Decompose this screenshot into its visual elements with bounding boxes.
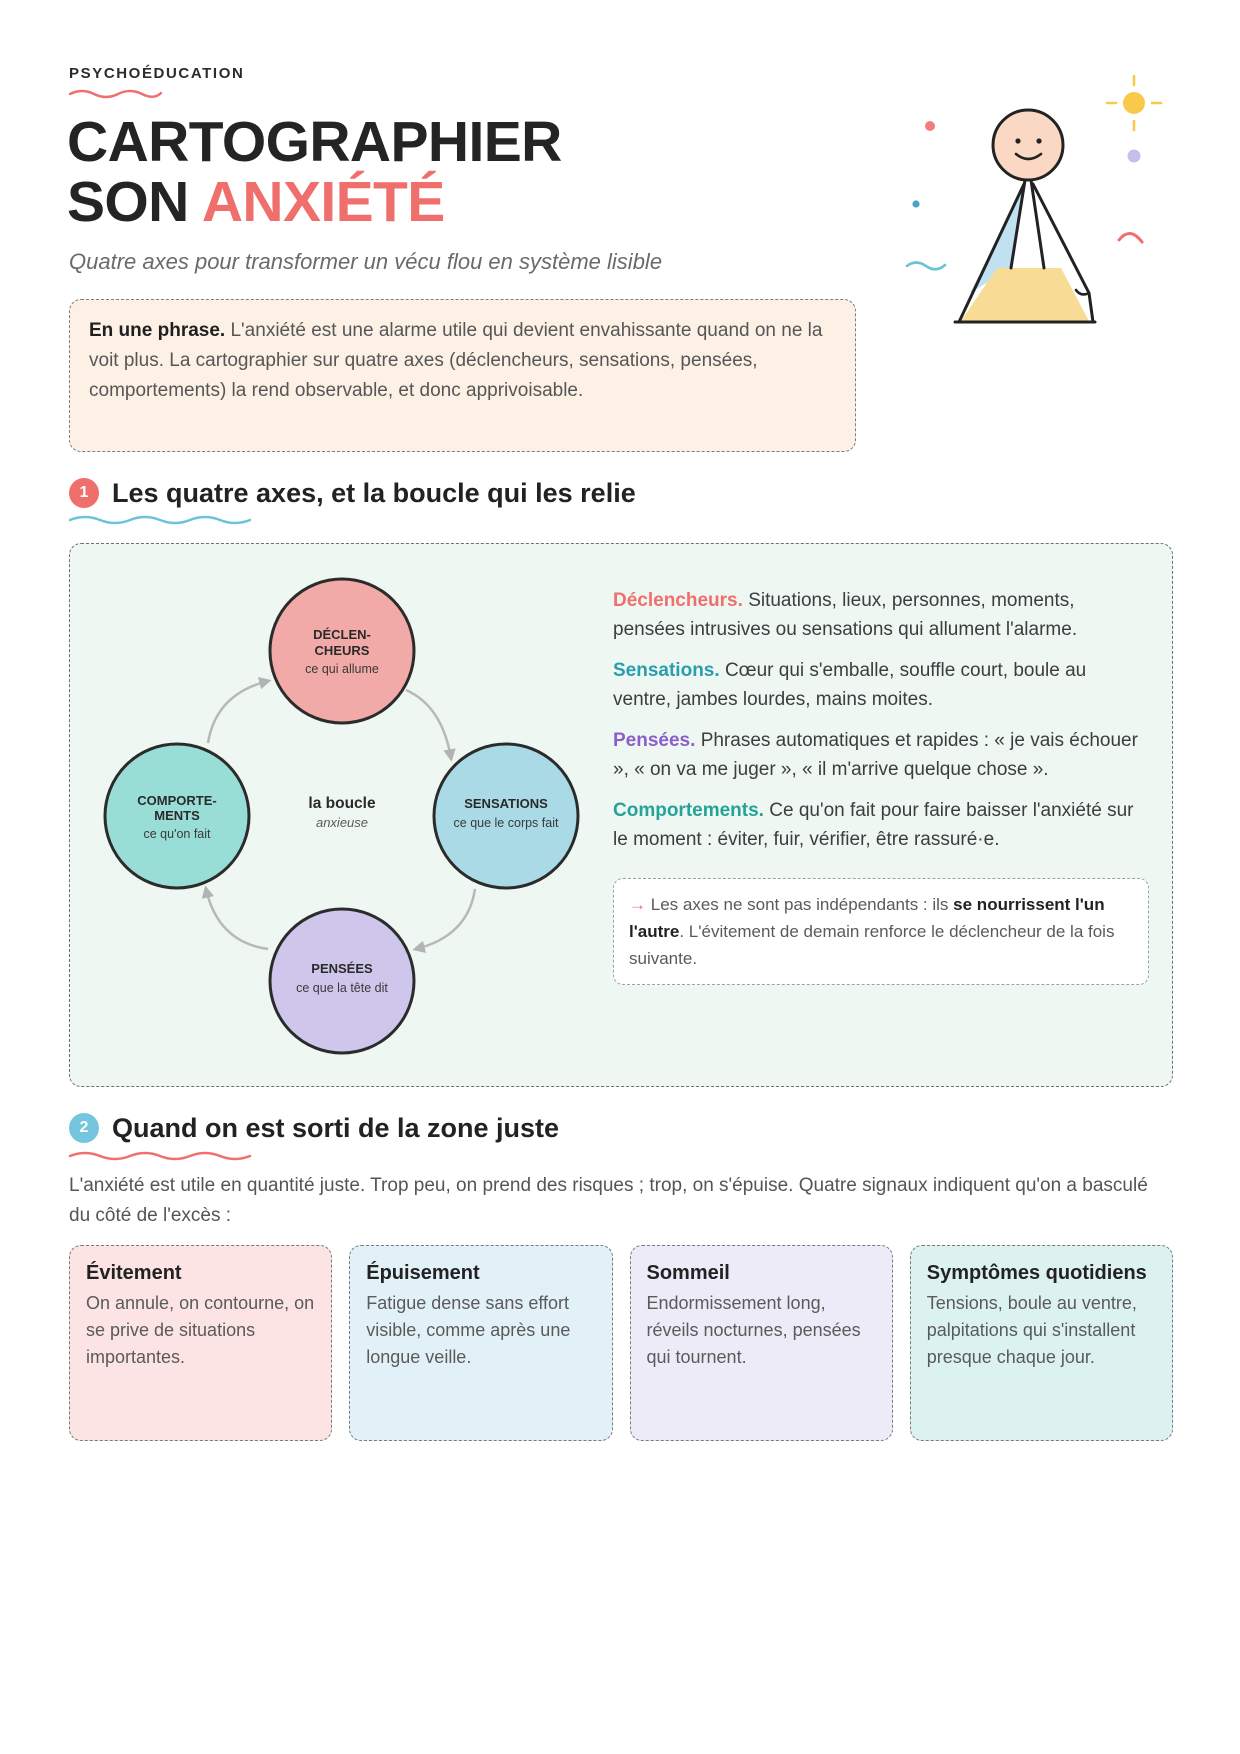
left-eye <box>1015 138 1020 143</box>
card-text: Endormissement long, réveils nocturnes, pensées qui tournent. <box>646 1293 861 1367</box>
node-declencheurs-label-line-2: CHEURS <box>314 643 370 658</box>
card-title: Épuisement <box>366 1262 480 1284</box>
loop-arrow-declencheurs-to-sensations <box>406 690 451 758</box>
title-line-2 <box>67 172 562 232</box>
axis-description <box>613 657 1149 714</box>
title-accent: ANXIÉTÉ <box>201 170 445 234</box>
pink-dot-decoration <box>925 121 935 131</box>
section-squiggle-underline <box>68 1148 254 1162</box>
arrow-right-icon: → <box>629 895 646 914</box>
card-text: On annule, on contourne, on se prive de situations importantes. <box>86 1293 315 1367</box>
note-text-after: . L'évitement de demain renforce le déclencheur de la fois suivante. <box>629 922 1115 968</box>
lavender-dot-decoration <box>1128 150 1141 163</box>
signal-cards <box>69 1245 1173 1441</box>
axis-description <box>613 727 1149 784</box>
axis-term-comportements: Comportements. <box>613 800 764 821</box>
card-title: Évitement <box>86 1262 182 1284</box>
signal-card-epuisement <box>349 1245 612 1441</box>
blue-dot-decoration <box>912 200 919 207</box>
signal-card-symptomes <box>910 1245 1173 1441</box>
loop-arrow-comportements-to-declencheurs <box>208 681 268 743</box>
coral-arc-decoration <box>1119 233 1142 242</box>
axis-text: Situations, lieux, personnes, moments, pensées intrusives ou sensations qui allument l'alarme. <box>613 590 1078 640</box>
node-sensations-caption: ce que le corps fait <box>453 816 559 830</box>
head <box>993 110 1063 180</box>
card-title: Symptômes quotidiens <box>926 1262 1147 1284</box>
blue-wave-decoration <box>907 263 945 270</box>
section-number-badge: 2 <box>69 1113 99 1143</box>
node-comportements-caption: ce qu'on fait <box>143 827 211 841</box>
loop-note-box <box>613 878 1149 985</box>
node-pensees <box>270 909 414 1053</box>
page-subtitle: Quatre axes pour transformer un vécu flou en système lisible <box>69 249 663 274</box>
eyebrow-label: PSYCHOÉDUCATION <box>69 65 245 82</box>
page-title <box>67 112 562 232</box>
title-line-1: CARTOGRAPHIER <box>67 110 562 174</box>
right-eye <box>1036 138 1041 143</box>
section-number-badge: 1 <box>69 478 99 508</box>
axis-term-pensees: Pensées. <box>613 730 696 751</box>
eyebrow-squiggle-underline <box>68 87 163 99</box>
card-text: Fatigue dense sans effort visible, comme après une longue veille. <box>366 1293 571 1367</box>
loop-arrow-sensations-to-pensees <box>416 889 475 949</box>
loop-center-subtitle: anxieuse <box>315 815 369 830</box>
axis-text: Ce qu'on fait pour faire baisser l'anxiété sur le moment : éviter, fuir, vérifier, être rassuré·e. <box>613 800 1134 850</box>
node-comportements-label-line-2: MENTS <box>154 808 200 823</box>
node-comportements <box>105 744 249 888</box>
signal-card-evitement <box>69 1245 332 1441</box>
node-comportements-label-line-1: COMPORTE- <box>137 793 217 808</box>
axis-text: Phrases automatiques et rapides : « je vais échouer », « on va me juger », « il m'arrive quelque chose ». <box>613 730 1138 780</box>
axis-term-declencheurs: Déclencheurs. <box>613 590 743 611</box>
section-title: Les quatre axes, et la boucle qui les relie <box>112 478 636 508</box>
section-title: Quand on est sorti de la zone juste <box>112 1113 560 1143</box>
node-declencheurs-caption: ce qui allume <box>305 662 379 676</box>
node-sensations-label: SENSATIONS <box>464 796 548 811</box>
sun-icon <box>1107 76 1161 130</box>
node-pensees-caption: ce que la tête dit <box>296 981 388 995</box>
loop-arrow-pensees-to-comportements <box>206 889 268 949</box>
axis-term-sensations: Sensations. <box>613 660 720 681</box>
section-intro: L'anxiété est utile en quantité juste. Trop peu, on prend des risques ; trop, on s'épuise. Quatre signaux indiquent qu'on a basculé du côté de l'excès : <box>69 1175 1148 1226</box>
axes-panel <box>69 543 1173 1087</box>
card-text: Tensions, boule au ventre, palpitations qui s'installent presque chaque jour. <box>926 1293 1137 1367</box>
axes-descriptions <box>613 587 1149 985</box>
note-text-bold: se nourrissent l'un l'autre <box>629 895 1105 941</box>
summary-lead: En une phrase. <box>89 320 226 341</box>
node-declencheurs <box>270 579 414 723</box>
axis-description <box>613 797 1149 854</box>
node-sensations <box>434 744 578 888</box>
section-squiggle-underline <box>68 512 254 526</box>
meditating-figure-illustration <box>895 60 1195 350</box>
summary-box <box>69 299 856 452</box>
note-text-before: Les axes ne sont pas indépendants : ils <box>650 895 954 914</box>
card-title: Sommeil <box>646 1262 730 1284</box>
axis-description <box>613 587 1149 644</box>
node-declencheurs-label-line-1: DÉCLEN- <box>313 627 371 642</box>
node-pensees-label: PENSÉES <box>311 961 373 976</box>
axis-text: Cœur qui s'emballe, souffle court, boule au ventre, jambes lourdes, mains moites. <box>613 660 1087 710</box>
summary-text: L'anxiété est une alarme utile qui devient envahissante quand on ne la voit plus. La cartographier sur quatre axes (déclencheurs, sensations, pensées, comportements) la rend observable, et donc apprivoisable. <box>89 320 823 401</box>
signal-card-sommeil <box>630 1245 893 1441</box>
loop-center-title: la boucle <box>308 795 376 812</box>
anxiety-loop-diagram <box>70 544 610 1088</box>
title-prefix: SON <box>67 170 189 234</box>
